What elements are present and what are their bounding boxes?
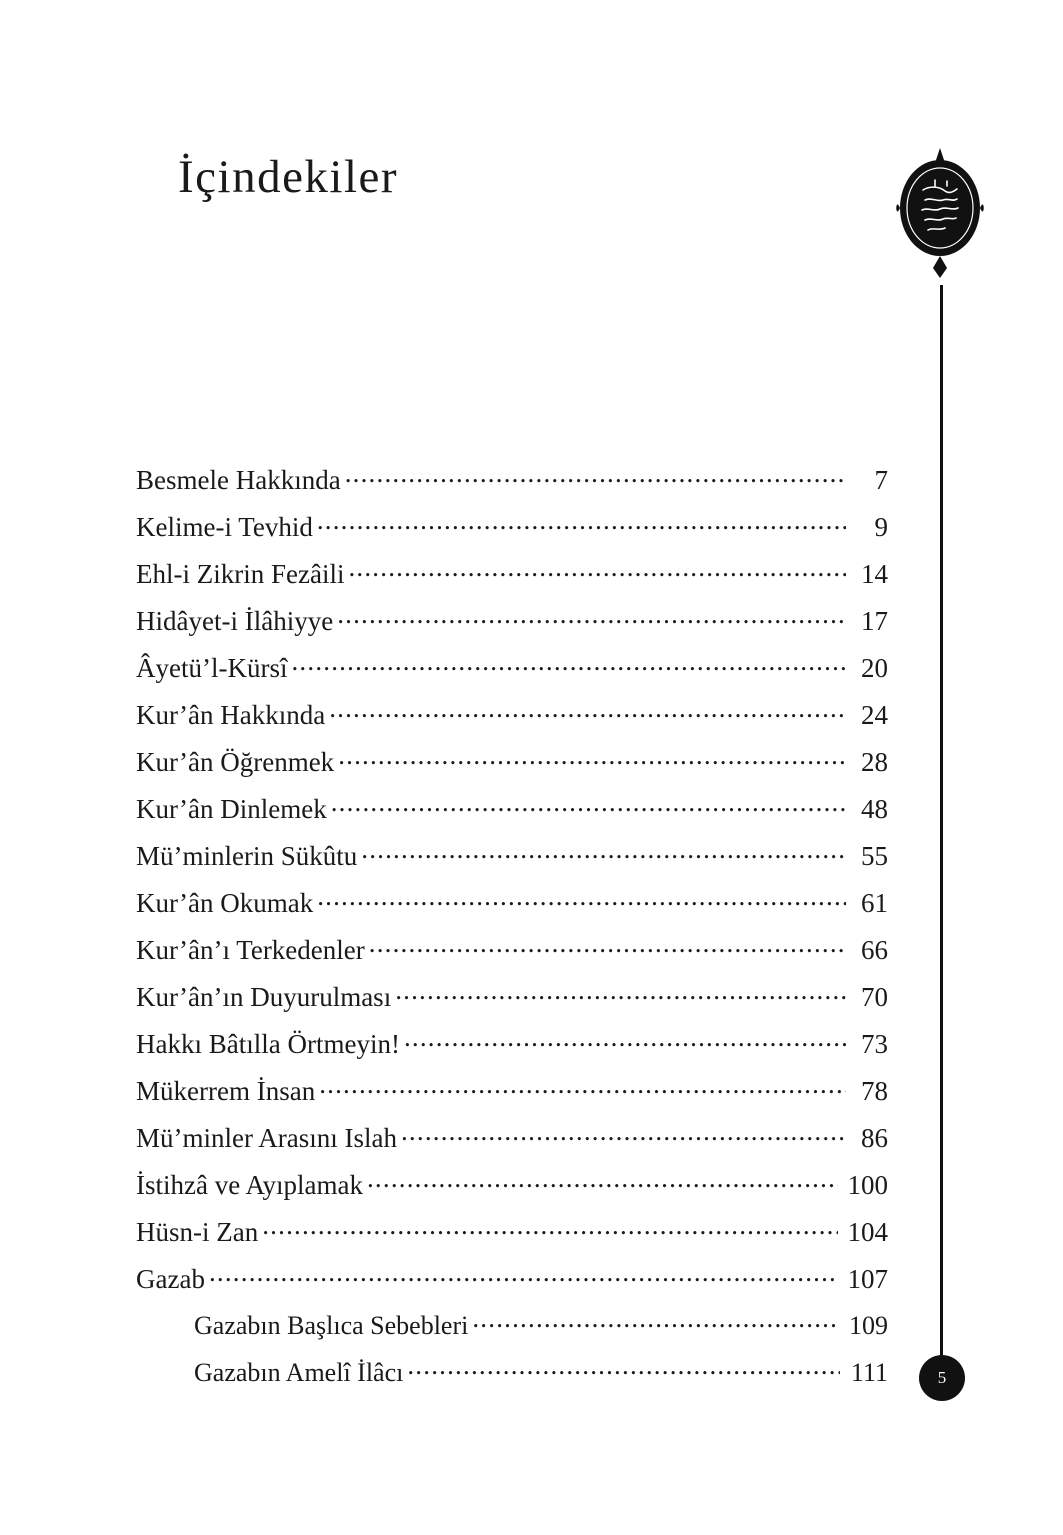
toc-entry-label: Kur’ân’ı Terkedenler [136, 935, 365, 965]
toc-entry-label: Âyetü’l-Kürsî [136, 653, 288, 683]
toc-entry-page: 111 [850, 1358, 888, 1387]
toc-entry[interactable] [136, 1261, 888, 1308]
toc-entry-label: Kur’ân Okumak [136, 888, 314, 918]
islamic-medallion-ornament-icon [895, 146, 985, 296]
toc-entry-page: 86 [861, 1123, 888, 1153]
toc-leader-dots [361, 838, 846, 865]
toc-entry-page: 61 [861, 888, 888, 918]
toc-leader-dots [262, 1214, 837, 1241]
toc-entry-page: 7 [874, 465, 888, 495]
toc-entry[interactable] [136, 1026, 888, 1073]
page-title: İçindekiler [178, 151, 399, 203]
toc-entry-label: Hidâyet-i İlâhiyye [136, 606, 334, 636]
toc-entry-page: 109 [849, 1311, 888, 1340]
toc-entry-sub[interactable] [136, 1355, 888, 1402]
toc-leader-dots [369, 932, 846, 959]
toc-entry-page: 24 [861, 700, 888, 730]
toc-entry[interactable] [136, 932, 888, 979]
toc-entry-label: Mükerrem İnsan [136, 1076, 316, 1106]
toc-entry-page: 100 [847, 1170, 888, 1200]
toc-leader-dots [331, 791, 846, 818]
toc-leader-dots [291, 650, 846, 677]
toc-leader-dots [367, 1167, 838, 1194]
toc-leader-dots [317, 885, 846, 912]
toc-leader-dots [404, 1026, 846, 1053]
toc-leader-dots [329, 697, 846, 724]
toc-entry-label: Gazab [136, 1264, 205, 1294]
toc-leader-dots [319, 1073, 846, 1100]
toc-entry[interactable] [136, 509, 888, 556]
toc-leader-dots [209, 1261, 838, 1288]
toc-entry[interactable] [136, 1214, 888, 1261]
toc-entry[interactable] [136, 838, 888, 885]
toc-entry[interactable] [136, 979, 888, 1026]
toc-entry[interactable] [136, 885, 888, 932]
toc-entry-label: Hakkı Bâtılla Örtmeyin! [136, 1029, 400, 1059]
toc-entry-page: 20 [861, 653, 888, 683]
toc-leader-dots [472, 1308, 839, 1334]
toc-entry[interactable] [136, 556, 888, 603]
toc-leader-dots [395, 979, 846, 1006]
toc-entry-page: 78 [861, 1076, 888, 1106]
toc-entry[interactable] [136, 462, 888, 509]
toc-entry-page: 14 [861, 559, 888, 589]
toc-entry-label: Mü’minlerin Sükûtu [136, 841, 358, 871]
toc-entry-label: Gazabın Amelî İlâcı [194, 1358, 404, 1387]
toc-entry-page: 17 [861, 606, 888, 636]
toc-entry-page: 48 [861, 794, 888, 824]
toc-entry-page: 104 [847, 1217, 888, 1247]
toc-entry-page: 66 [861, 935, 888, 965]
toc-entry-page: 28 [861, 747, 888, 777]
toc-leader-dots [338, 744, 846, 771]
toc-entry[interactable] [136, 791, 888, 838]
toc-entry-page: 107 [847, 1264, 888, 1294]
toc-entry[interactable] [136, 697, 888, 744]
toc-entry[interactable] [136, 1167, 888, 1214]
page-number-badge: 5 [919, 1355, 965, 1401]
toc-entry-label: Kur’ân’ın Duyurulması [136, 982, 392, 1012]
toc-entry-label: Kur’ân Öğrenmek [136, 747, 335, 777]
toc-entry-label: Mü’minler Arasını Islah [136, 1123, 397, 1153]
toc-entry-label: Hüsn-i Zan [136, 1217, 259, 1247]
toc-entry-page: 9 [874, 512, 888, 542]
toc-entry[interactable] [136, 1073, 888, 1120]
toc-entry[interactable] [136, 744, 888, 791]
toc-entry-label: İstihzâ ve Ayıplamak [136, 1170, 363, 1200]
toc-leader-dots [348, 556, 846, 583]
toc-leader-dots [345, 462, 846, 489]
toc-entry-page: 73 [861, 1029, 888, 1059]
toc-leader-dots [407, 1355, 840, 1381]
toc-leader-dots [401, 1120, 846, 1147]
toc-entry-label: Kur’ân Hakkında [136, 700, 326, 730]
toc-entry-sub[interactable] [136, 1308, 888, 1355]
toc-entry[interactable] [136, 1120, 888, 1167]
toc-leader-dots [317, 509, 846, 536]
toc-entry-page: 70 [861, 982, 888, 1012]
toc-entry-label: Ehl-i Zikrin Fezâili [136, 559, 345, 589]
toc-entry-page: 55 [861, 841, 888, 871]
toc-entry-label: Besmele Hakkında [136, 465, 341, 495]
table-of-contents [136, 462, 888, 1402]
toc-leader-dots [337, 603, 846, 630]
vertical-rule [940, 285, 943, 1370]
toc-entry[interactable] [136, 603, 888, 650]
toc-entry-label: Kur’ân Dinlemek [136, 794, 327, 824]
toc-entry[interactable] [136, 650, 888, 697]
toc-entry-label: Gazabın Başlıca Sebebleri [194, 1311, 469, 1340]
toc-entry-label: Kelime-i Tevhid [136, 512, 313, 542]
